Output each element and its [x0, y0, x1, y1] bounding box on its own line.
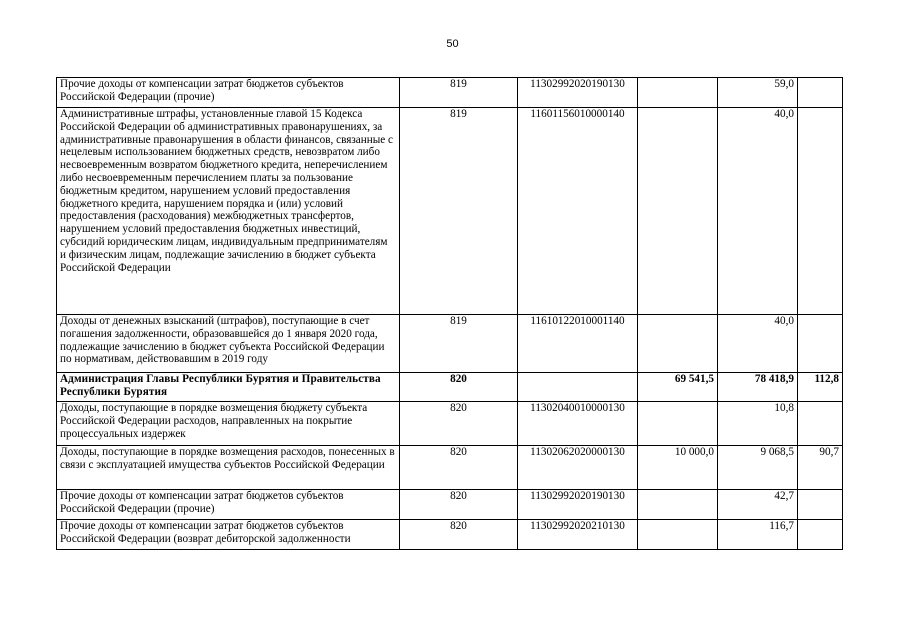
budget-code-cell: 11302040010000130 — [518, 402, 638, 446]
revenue-name-cell: Администрация Главы Республики Бурятия и Правительства Республики Бурятия — [57, 373, 400, 402]
budget-code-cell: 11302992020190130 — [518, 490, 638, 520]
percent-cell: 112,8 — [798, 373, 843, 402]
revenue-name-cell: Прочие доходы от компенсации затрат бюджетов субъектов Российской Федерации (прочие) — [57, 490, 400, 520]
fact-cell: 78 418,9 — [718, 373, 798, 402]
percent-cell — [798, 78, 843, 108]
table-row — [57, 490, 843, 520]
fact-cell: 9 068,5 — [718, 446, 798, 490]
percent-cell — [798, 402, 843, 446]
admin-code-cell: 820 — [400, 446, 518, 490]
fact-cell: 40,0 — [718, 108, 798, 315]
table-row — [57, 315, 843, 373]
revenue-name-cell: Прочие доходы от компенсации затрат бюджетов субъектов Российской Федерации (возврат дебиторской задолженности — [57, 520, 400, 550]
plan-cell — [638, 520, 718, 550]
fact-cell: 40,0 — [718, 315, 798, 373]
revenue-name-cell: Доходы, поступающие в порядке возмещения расходов, понесенных в связи с эксплуатацией имущества субъектов Российской Федерации — [57, 446, 400, 490]
revenue-name-cell: Административные штрафы, установленные главой 15 Кодекса Российской Федерации об административных правонарушениях, за административные правонарушения в области финансов, связанные с нецелевым использованием бюджетных средств, невозвратом либо несвоевременным возвратом бюджетного кредита, неперечислением либо несвоевременным перечислением платы за пользование бюджетным кредитом, нарушением условий предоставления бюджетного кредита, нарушением порядка и (или) условий предоставления (расходования) межбюджетных трансфертов, нарушением условий предоставления бюджетных инвестиций, субсидий юридическим лицам, индивидуальным предпринимателям и физическим лицам, подлежащие зачислению в бюджет субъекта Российской Федерации — [57, 108, 400, 315]
percent-cell — [798, 490, 843, 520]
table-row — [57, 108, 843, 315]
admin-code-cell: 819 — [400, 108, 518, 315]
plan-cell: 10 000,0 — [638, 446, 718, 490]
plan-cell — [638, 315, 718, 373]
fact-cell: 59,0 — [718, 78, 798, 108]
table-row — [57, 373, 843, 402]
admin-code-cell: 820 — [400, 520, 518, 550]
table-row — [57, 520, 843, 550]
budget-code-cell: 11302992020210130 — [518, 520, 638, 550]
admin-code-cell: 820 — [400, 402, 518, 446]
budget-code-cell — [518, 373, 638, 402]
plan-cell — [638, 402, 718, 446]
table-row — [57, 402, 843, 446]
fact-cell: 42,7 — [718, 490, 798, 520]
page-number: 50 — [446, 38, 459, 50]
plan-cell: 69 541,5 — [638, 373, 718, 402]
budget-code-cell: 11601156010000140 — [518, 108, 638, 315]
percent-cell — [798, 315, 843, 373]
plan-cell — [638, 490, 718, 520]
admin-code-cell: 820 — [400, 490, 518, 520]
fact-cell: 116,7 — [718, 520, 798, 550]
budget-code-cell: 11610122010001140 — [518, 315, 638, 373]
budget-code-cell: 11302992020190130 — [518, 78, 638, 108]
plan-cell — [638, 78, 718, 108]
table-row — [57, 446, 843, 490]
admin-code-cell: 820 — [400, 373, 518, 402]
fact-cell: 10,8 — [718, 402, 798, 446]
budget-code-cell: 11302062020000130 — [518, 446, 638, 490]
revenue-table — [56, 77, 843, 550]
revenue-name-cell: Доходы от денежных взысканий (штрафов), поступающие в счет погашения задолженности, образовавшейся до 1 января 2020 года, подлежащие зачислению в бюджет субъекта Российской Федерации по нормативам, действовавшим в 2019 году — [57, 315, 400, 373]
admin-code-cell: 819 — [400, 315, 518, 373]
revenue-name-cell: Доходы, поступающие в порядке возмещения бюджету субъекта Российской Федерации расходов, направленных на покрытие процессуальных издержек — [57, 402, 400, 446]
percent-cell: 90,7 — [798, 446, 843, 490]
admin-code-cell: 819 — [400, 78, 518, 108]
percent-cell — [798, 108, 843, 315]
plan-cell — [638, 108, 718, 315]
table-row — [57, 78, 843, 108]
percent-cell — [798, 520, 843, 550]
revenue-name-cell: Прочие доходы от компенсации затрат бюджетов субъектов Российской Федерации (прочие) — [57, 78, 400, 108]
